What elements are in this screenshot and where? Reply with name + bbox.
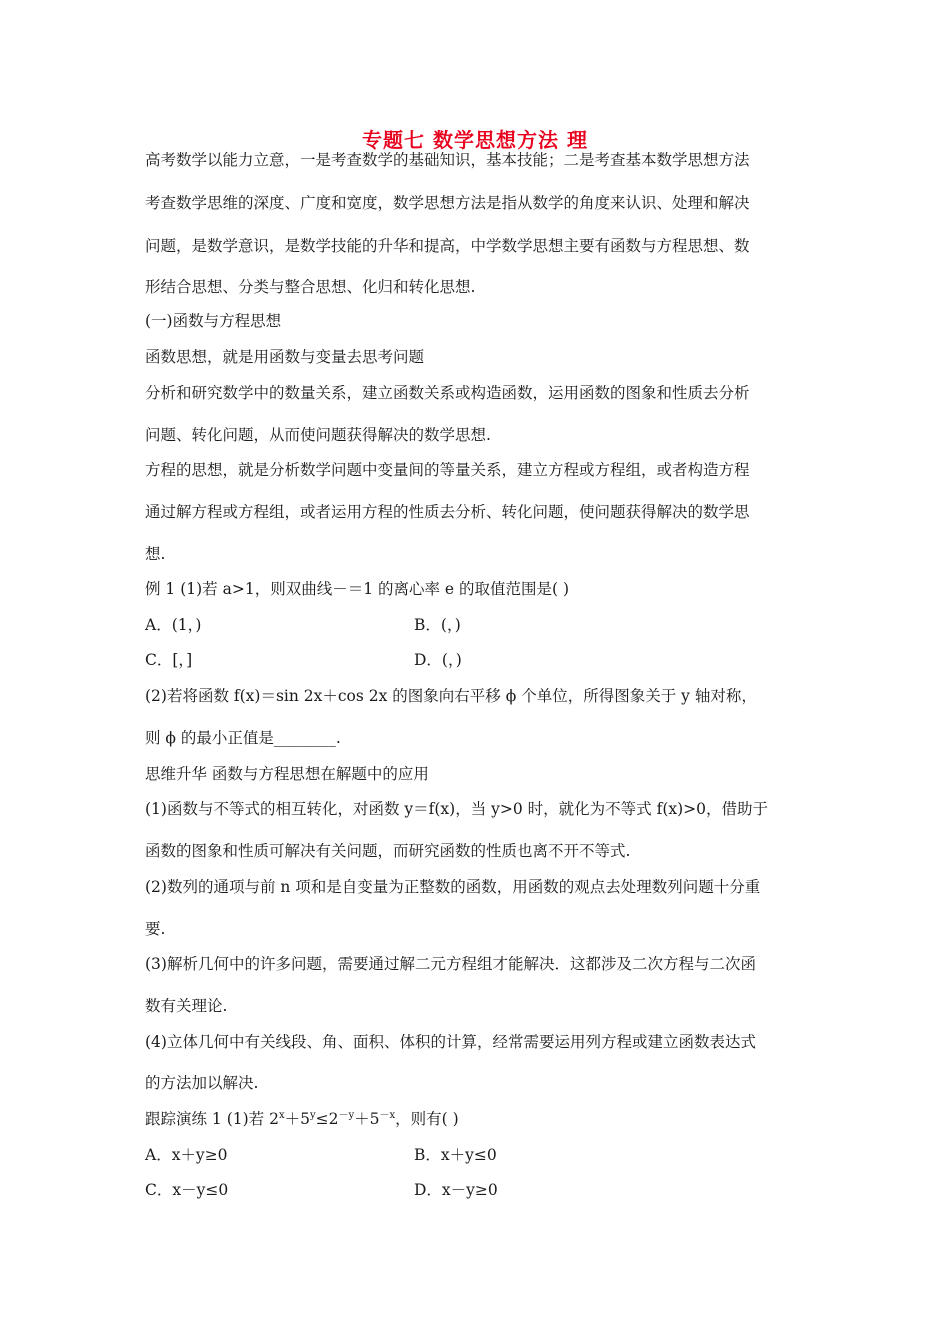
exponent: x <box>278 1110 285 1121</box>
practice-option-a: A．x＋y≥0 <box>145 1146 228 1164</box>
page-title: 专题七 数学思想方法 理 <box>362 128 588 152</box>
insight-heading: 思维升华 函数与方程思想在解题中的应用 <box>145 765 429 783</box>
practice-option-b: B．x＋y≤0 <box>414 1146 497 1164</box>
practice-option-c: C．x－y≤0 <box>145 1181 229 1199</box>
practice-stem-part: ＋5 <box>284 1110 310 1128</box>
example-option-c: C．[，] <box>145 651 193 669</box>
section-line: 通过解方程或方程组，或者运用方程的性质去分析、转化问题，使问题获得解决的数学思 <box>145 503 750 521</box>
practice-stem-prefix: 跟踪演练 1 (1)若 2 <box>145 1110 279 1128</box>
example-stem: 例 1 (1)若 a>1，则双曲线－＝1 的离心率 e 的取值范围是( ) <box>145 580 570 598</box>
insight-line: (3)解析几何中的许多问题，需要通过解二元方程组才能解决．这都涉及二次方程与二次函 <box>145 955 756 973</box>
intro-line: 形结合思想、分类与整合思想、化归和转化思想. <box>145 278 476 296</box>
exponent: y <box>309 1110 316 1121</box>
example-option-b: B．(，) <box>414 616 461 634</box>
intro-line: 问题，是数学意识，是数学技能的升华和提高，中学数学思想主要有函数与方程思想、数 <box>145 237 750 255</box>
exponent: －x <box>379 1110 396 1121</box>
section-line: 问题、转化问题，从而使问题获得解决的数学思想. <box>145 426 491 444</box>
example-part2: (2)若将函数 f(x)＝sin 2x＋cos 2x 的图象向右平移 ϕ 个单位，所得图象关于 y 轴对称， <box>145 687 757 705</box>
exponent: －y <box>338 1110 355 1121</box>
section-line: 想. <box>145 545 166 563</box>
insight-line: (1)函数与不等式的相互转化，对函数 y＝f(x)，当 y>0 时，就化为不等式 f(x)>0，借助于 <box>145 800 769 818</box>
section-line: 方程的思想，就是分析数学问题中变量间的等量关系，建立方程或方程组，或者构造方程 <box>145 461 750 479</box>
practice-option-d: D．x－y≥0 <box>414 1181 498 1199</box>
insight-line: 要. <box>145 920 166 938</box>
insight-line: 数有关理论. <box>145 997 228 1015</box>
practice-stem <box>145 1109 815 1129</box>
insight-line: 函数的图象和性质可解决有关问题，而研究函数的性质也离不开不等式. <box>145 842 631 860</box>
practice-stem-part: ＋5 <box>354 1110 380 1128</box>
example-part2: 则 ϕ 的最小正值是________. <box>145 729 341 747</box>
section-heading: (一)函数与方程思想 <box>145 312 282 330</box>
intro-line: 高考数学以能力立意，一是考查数学的基础知识，基本技能；二是考查基本数学思想方法 <box>145 151 750 169</box>
example-option-a: A．(1，) <box>145 616 202 634</box>
example-option-d: D．(，) <box>414 651 462 669</box>
practice-stem-suffix: ，则有( ) <box>395 1110 459 1128</box>
section-line: 函数思想，就是用函数与变量去思考问题 <box>145 348 425 366</box>
intro-line: 考查数学思维的深度、广度和宽度，数学思想方法是指从数学的角度来认识、处理和解决 <box>145 194 750 212</box>
insight-line: (2)数列的通项与前 n 项和是自变量为正整数的函数，用函数的观点去处理数列问题十分重 <box>145 878 761 896</box>
section-line: 分析和研究数学中的数量关系，建立函数关系或构造函数，运用函数的图象和性质去分析 <box>145 384 750 402</box>
insight-line: 的方法加以解决. <box>145 1074 259 1092</box>
practice-stem-part: ≤2 <box>315 1110 339 1128</box>
insight-line: (4)立体几何中有关线段、角、面积、体积的计算，经常需要运用列方程或建立函数表达式 <box>145 1033 756 1051</box>
